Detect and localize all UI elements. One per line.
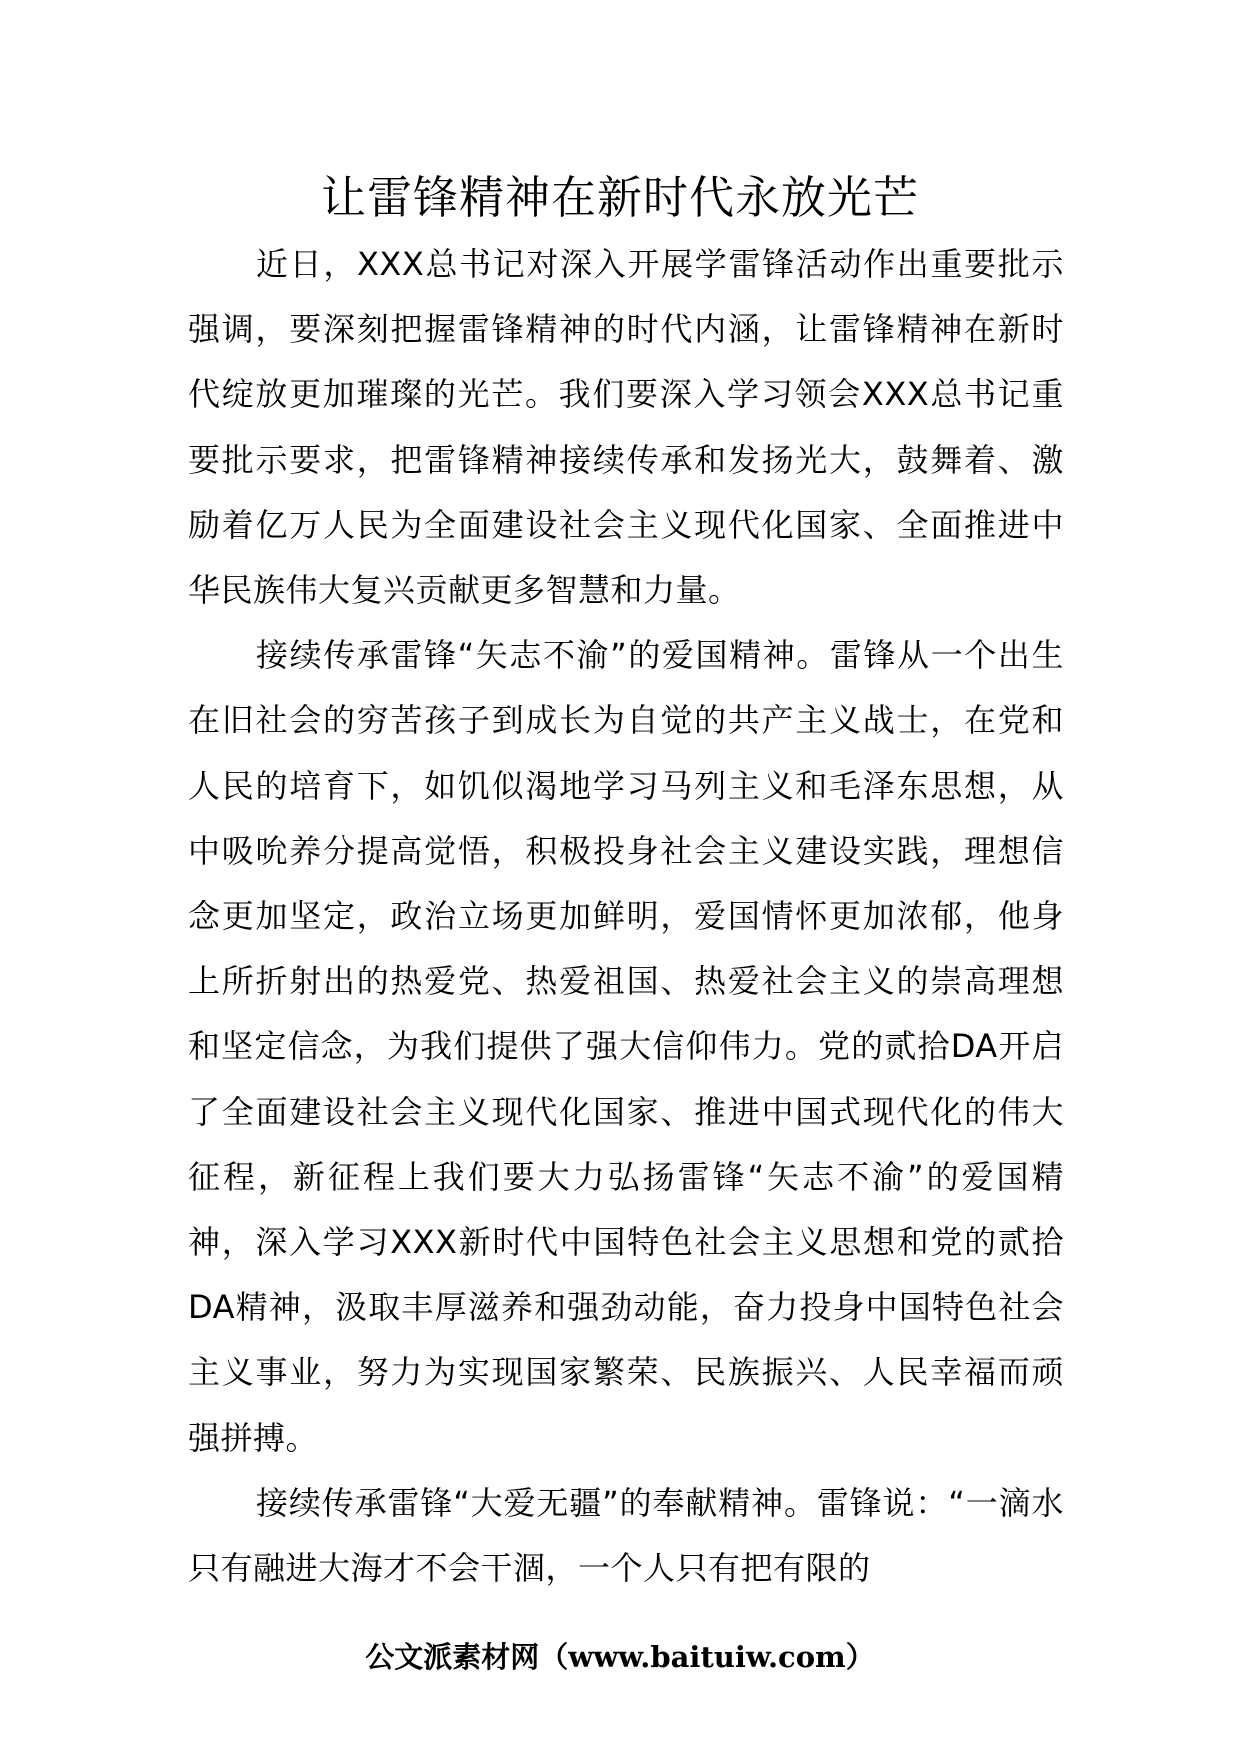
paragraph-patriotism: 接续传承雷锋“矢志不渝”的爱国精神。雷锋从一个出生在旧社会的穷苦孩子到成长为自觉的共产主义战士，在党和人民的培育下，如饥似渴地学习马列主义和毛泽东思想，从中吸吮养分提高觉悟，积极投身社会主义建设实践，理想信念更加坚定，政治立场更加鲜明，爱国情怀更加浓郁，他身上所折射出的热爱党、热爱祖国、热爱社会主义的崇高理想和坚定信念，为我们提供了强大信仰伟力。党的贰拾DA开启了全面建设社会主义现代化国家、推进中国式现代化的伟大征程，新征程上我们要大力弘扬雷锋“矢志不渝”的爱国精神，深入学习XXX新时代中国特色社会主义思想和党的贰拾DA精神，汲取丰厚滋养和强劲动能，奋力投身中国特色社会主义事业，努力为实现国家繁荣、民族振兴、人民幸福而顽强拼搏。 xyxy=(188,636,1064,1457)
document-body xyxy=(188,232,1064,1601)
paragraph-dedication: 接续传承雷锋“大爱无疆”的奉献精神。雷锋说：“一滴水只有融进大海才不会干涸，一个人只有把有限的 xyxy=(188,1483,1064,1588)
footer-watermark: 公文派素材网（www.baituiw.com） xyxy=(365,1640,875,1674)
document-title: 让雷锋精神在新时代永放光芒 xyxy=(320,171,919,224)
paragraph-intro: 近日，XXX总书记对深入开展学雷锋活动作出重要批示强调，要深刻把握雷锋精神的时代内涵，让雷锋精神在新时代绽放更加璀璨的光芒。我们要深入学习领会XXX总书记重要批示要求，把雷锋精神接续传承和发扬光大，鼓舞着、激励着亿万人民为全面建设社会主义现代化国家、全面推进中华民族伟大复兴贡献更多智慧和力量。 xyxy=(188,245,1064,610)
